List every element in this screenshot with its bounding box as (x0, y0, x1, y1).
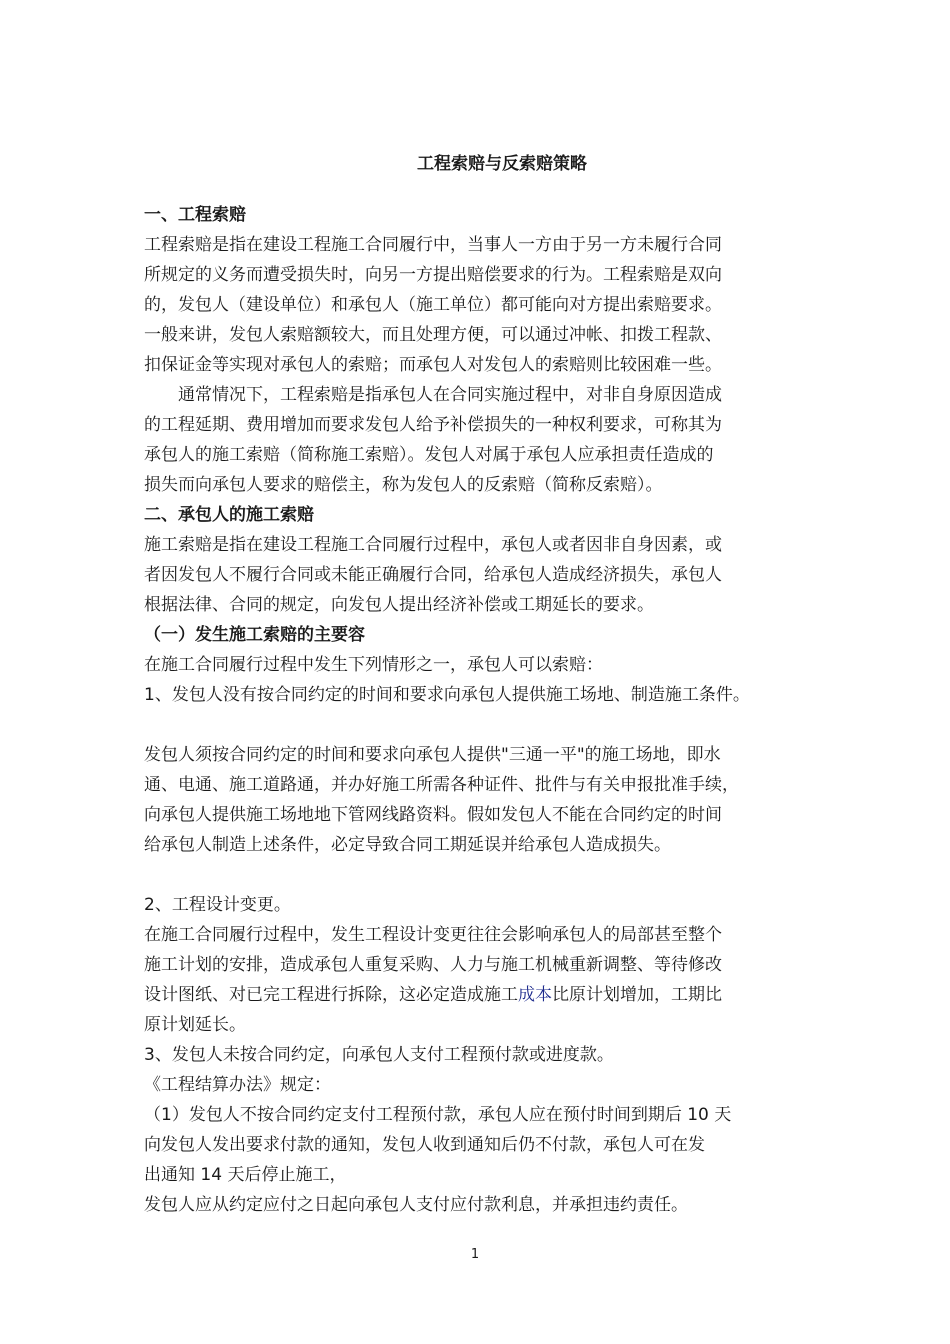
paragraph-line: 一般来讲，发包人索赔额较大，而且处理方便，可以通过冲帐、扣拨工程款、 (144, 325, 722, 345)
paragraph-line: 损失而向承包人要求的赔偿主，称为发包人的反索赔（简称反索赔）。 (144, 475, 663, 495)
document-title: 工程索赔与反索赔策略 (417, 154, 587, 174)
paragraph-line: 通常情况下，工程索赔是指承包人在合同实施过程中，对非自身原因造成 (178, 385, 722, 405)
paragraph-line: 出通知 14 天后停止施工， (144, 1165, 347, 1185)
paragraph-line: 向发包人发出要求付款的通知，发包人收到通知后仍不付款，承包人可在发 (144, 1135, 705, 1155)
paragraph-text: 比原计划增加，工期比 (552, 985, 722, 1005)
paragraph-line: 向承包人提供施工场地地下管网线路资料。假如发包人不能在合同约定的时间 (144, 805, 722, 825)
paragraph-line: 根据法律、合同的规定，向发包人提出经济补偿或工期延长的要求。 (144, 595, 654, 615)
paragraph-text: 设计图纸、对已完工程进行拆除，这必定造成施工 (144, 985, 518, 1005)
paragraph-line: 扣保证金等实现对承包人的索赔；而承包人对发包人的索赔则比较困难一些。 (144, 355, 722, 375)
paragraph-line: 者因发包人不履行合同或未能正确履行合同，给承包人造成经济损失，承包人 (144, 565, 722, 585)
paragraph-line: 施工索赔是指在建设工程施工合同履行过程中，承包人或者因非自身因素，或 (144, 535, 722, 555)
blank-line (144, 710, 824, 740)
paragraph-line: 《工程结算办法》规定： (144, 1075, 331, 1095)
paragraph-line: （1）发包人不按合同约定支付工程预付款，承包人应在预付时间到期后 10 天 (144, 1105, 732, 1125)
blank-line (144, 860, 824, 890)
section-heading: 一、工程索赔 (144, 205, 246, 225)
paragraph-line: 工程索赔是指在建设工程施工合同履行中，当事人一方由于另一方未履行合同 (144, 235, 722, 255)
paragraph-line: 的，发包人（建设单位）和承包人（施工单位）都可能向对方提出索赔要求。 (144, 295, 722, 315)
paragraph-line: 通、电通、施工道路通，并办好施工所需各种证件、批件与有关申报批准手续， (144, 775, 739, 795)
paragraph-line: 在施工合同履行过程中，发生工程设计变更往往会影响承包人的局部甚至整个 (144, 925, 722, 945)
section-heading: 二、承包人的施工索赔 (144, 505, 314, 525)
page-number: 1 (470, 1247, 480, 1262)
paragraph-line: 给承包人制造上述条件，必定导致合同工期延误并给承包人造成损失。 (144, 835, 671, 855)
paragraph-line: 原计划延长。 (144, 1015, 246, 1035)
cost-link[interactable]: 成本 (518, 985, 552, 1005)
paragraph-line (144, 980, 824, 1010)
paragraph-line: 发包人应从约定应付之日起向承包人支付应付款利息，并承担违约责任。 (144, 1195, 688, 1215)
paragraph-line: 发包人须按合同约定的时间和要求向承包人提供"三通一平"的施工场地，即水 (144, 745, 721, 765)
paragraph-line: 在施工合同履行过程中发生下列情形之一，承包人可以索赔： (144, 655, 603, 675)
paragraph-line: 的工程延期、费用增加而要求发包人给予补偿损失的一种权利要求，可称其为 (144, 415, 722, 435)
list-item-heading: 2、工程设计变更。 (144, 895, 291, 915)
subsection-heading: （一）发生施工索赔的主要容 (144, 625, 365, 645)
paragraph-line: 施工计划的安排，造成承包人重复采购、人力与施工机械重新调整、等待修改 (144, 955, 722, 975)
list-item-heading: 3、发包人未按合同约定，向承包人支付工程预付款或进度款。 (144, 1045, 614, 1065)
paragraph-line: 所规定的义务而遭受损失时，向另一方提出赔偿要求的行为。工程索赔是双向 (144, 265, 722, 285)
list-item-heading: 1、发包人没有按合同约定的时间和要求向承包人提供施工场地、制造施工条件。 (144, 685, 750, 705)
document-body (144, 200, 824, 1220)
paragraph-line: 承包人的施工索赔（简称施工索赔）。发包人对属于承包人应承担责任造成的 (144, 445, 714, 465)
